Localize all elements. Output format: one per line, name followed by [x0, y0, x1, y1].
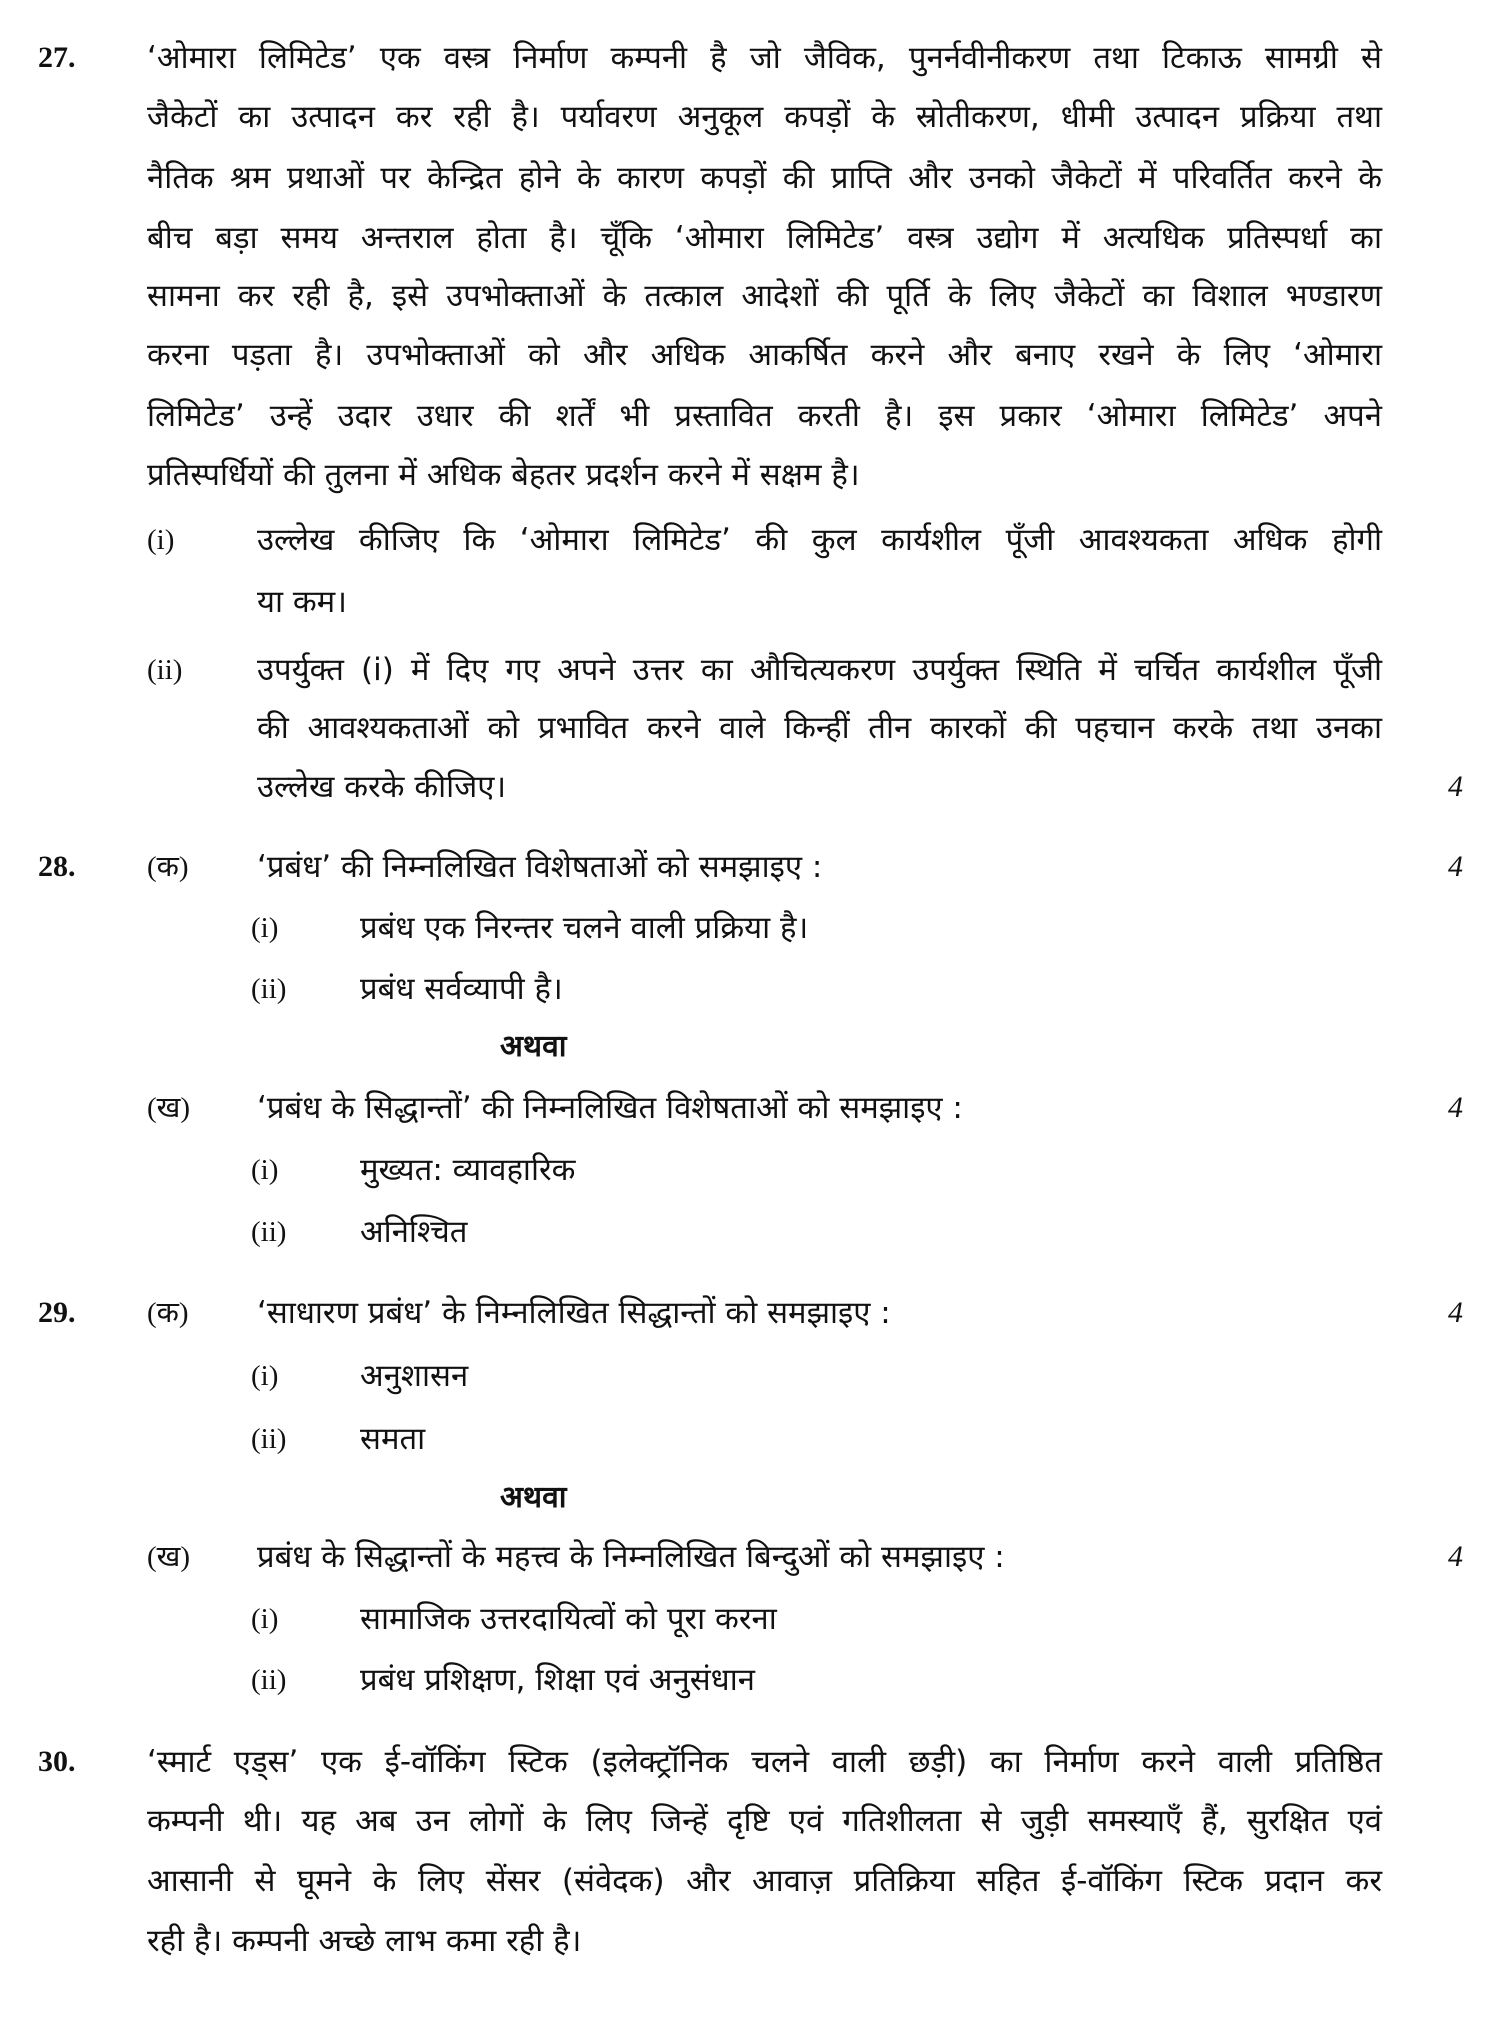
q27-line-7: लिमिटेड’ उन्हें उदार उधार की शर्तें भी प्रस्तावित करती है। इस प्रकार ‘ओमारा लिमिटेड’ अपने: [147, 398, 1382, 434]
or-separator: अथवा: [500, 1029, 567, 1064]
q28-a-item-2: प्रबंध सर्वव्यापी है।: [360, 971, 563, 1007]
q29-a-text: ‘साधारण प्रबंध’ के निम्नलिखित सिद्धान्तों को समझाइए :: [257, 1295, 891, 1331]
q29-b-item-1: सामाजिक उत्तरदायित्वों को पूरा करना: [360, 1601, 777, 1637]
question-number: 29.: [38, 1296, 76, 1329]
q27-line-3: नैतिक श्रम प्रथाओं पर केन्द्रित होने के कारण कपड़ों की प्राप्ति और उनको जैकेटों में परिवर्तित करने के: [147, 160, 1382, 196]
marks: 4: [1448, 1091, 1463, 1124]
q27-line-8: प्रतिस्पर्धियों की तुलना में अधिक बेहतर प्रदर्शन करने में सक्षम है।: [147, 457, 860, 493]
q30-line-2: कम्पनी थी। यह अब उन लोगों के लिए जिन्हें दृष्टि एवं गतिशीलता से जुड़ी समस्याएँ हैं, सुरक्षित एवं: [147, 1803, 1382, 1839]
item-label: (i): [251, 1360, 279, 1392]
q27-line-5: सामना कर रही है, इसे उपभोक्ताओं के तत्काल आदेशों की पूर्ति के लिए जैकेटों का विशाल भण्डारण: [147, 278, 1382, 314]
q27-i-line-1: उल्लेख कीजिए कि ‘ओमारा लिमिटेड’ की कुल कार्यशील पूँजी आवश्यकता अधिक होगी: [257, 522, 1382, 558]
marks: 4: [1448, 1540, 1463, 1573]
marks: 4: [1448, 770, 1463, 803]
q27-i-line-2: या कम।: [257, 584, 347, 620]
part-label: (क): [147, 851, 189, 883]
marks: 4: [1448, 1296, 1463, 1329]
q27-ii-line-3: उल्लेख करके कीजिए।: [257, 769, 507, 805]
question-number: 30.: [38, 1745, 76, 1778]
q27-line-4: बीच बड़ा समय अन्तराल होता है। चूँकि ‘ओमारा लिमिटेड’ वस्त्र उद्योग में अत्यधिक प्रतिस्पर्धा का: [147, 220, 1382, 256]
q29-b-item-2: प्रबंध प्रशिक्षण, शिक्षा एवं अनुसंधान: [360, 1662, 755, 1698]
item-label: (ii): [251, 1664, 287, 1696]
q28-b-text: ‘प्रबंध के सिद्धान्तों’ की निम्नलिखित विशेषताओं को समझाइए :: [257, 1090, 963, 1126]
q29-a-item-1: अनुशासन: [360, 1358, 469, 1394]
q30-line-1: ‘स्मार्ट एड्स’ एक ई-वॉकिंग स्टिक (इलेक्ट्रॉनिक चलने वाली छड़ी) का निर्माण करने वाली प्रतिष्ठित: [147, 1744, 1382, 1780]
part-label: (ख): [147, 1092, 191, 1124]
q28-b-item-1: मुख्यत: व्यावहारिक: [360, 1152, 576, 1188]
item-label: (ii): [251, 973, 287, 1005]
q27-line-1: ‘ओमारा लिमिटेड’ एक वस्त्र निर्माण कम्पनी है जो जैविक, पुनर्नवीनीकरण तथा टिकाऊ सामग्री से: [147, 40, 1382, 76]
q29-a-item-2: समता: [360, 1421, 426, 1457]
q30-line-4: रही है। कम्पनी अच्छे लाभ कमा रही है।: [147, 1923, 582, 1959]
part-label: (क): [147, 1297, 189, 1329]
q29-b-text: प्रबंध के सिद्धान्तों के महत्त्व के निम्नलिखित बिन्दुओं को समझाइए :: [257, 1539, 1005, 1575]
or-separator: अथवा: [500, 1480, 567, 1515]
marks: 4: [1448, 850, 1463, 883]
q27-ii-line-2: की आवश्यकताओं को प्रभावित करने वाले किन्हीं तीन कारकों की पहचान करके तथा उनका: [257, 710, 1382, 746]
item-label: (i): [251, 1603, 279, 1635]
q28-b-item-2: अनिश्चित: [360, 1214, 468, 1250]
q28-a-item-1: प्रबंध एक निरन्तर चलने वाली प्रक्रिया है।: [360, 910, 809, 946]
sub-question-label: (i): [147, 524, 175, 556]
sub-question-label: (ii): [147, 654, 183, 686]
q27-ii-line-1: उपर्युक्त (i) में दिए गए अपने उत्तर का औचित्यकरण उपर्युक्त स्थिति में चर्चित कार्यशील पूँजी: [257, 652, 1382, 688]
question-number: 28.: [38, 850, 76, 883]
q28-a-text: ‘प्रबंध’ की निम्नलिखित विशेषताओं को समझाइए :: [257, 849, 823, 885]
q27-line-2: जैकेटों का उत्पादन कर रही है। पर्यावरण अनुकूल कपड़ों के स्रोतीकरण, धीमी उत्पादन प्रक्रिया तथा: [147, 99, 1382, 135]
item-label: (ii): [251, 1216, 287, 1248]
item-label: (ii): [251, 1423, 287, 1455]
question-number: 27.: [38, 41, 76, 74]
part-label: (ख): [147, 1541, 191, 1573]
item-label: (i): [251, 912, 279, 944]
q30-line-3: आसानी से घूमने के लिए सेंसर (संवेदक) और आवाज़ प्रतिक्रिया सहित ई-वॉकिंग स्टिक प्रदान कर: [147, 1863, 1382, 1899]
item-label: (i): [251, 1154, 279, 1186]
q27-line-6: करना पड़ता है। उपभोक्ताओं को और अधिक आकर्षित करने और बनाए रखने के लिए ‘ओमारा: [147, 337, 1382, 373]
